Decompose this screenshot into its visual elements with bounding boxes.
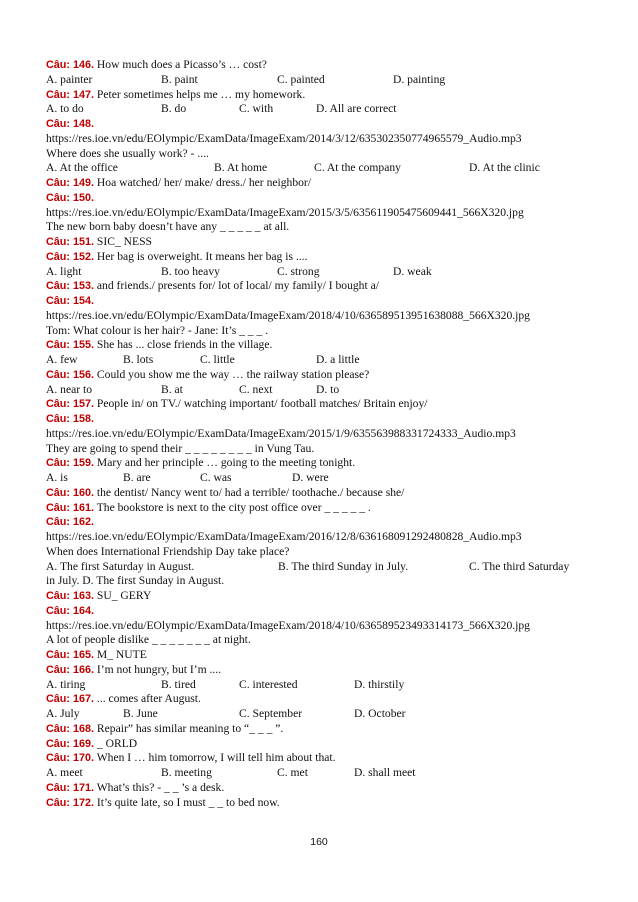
question-line — [46, 397, 606, 412]
question-text: It’s quite late, so I must _ _ to bed now. — [94, 795, 280, 809]
question-line — [46, 515, 606, 530]
answer-option: D. a little — [316, 353, 360, 366]
answer-option: A. to do — [46, 102, 84, 116]
answer-option: B. lots — [123, 353, 154, 366]
options-row — [46, 353, 606, 368]
options-row — [46, 73, 606, 88]
question-number: Câu: 166. — [46, 663, 95, 676]
answer-option: C. The third Saturday — [469, 559, 570, 573]
question-line — [46, 117, 606, 132]
question-number: Câu: 157. — [46, 398, 95, 411]
text-line: When does International Friendship Day take place? — [46, 544, 290, 558]
text-line: in July. D. The first Sunday in August. — [46, 574, 225, 588]
answer-option: C. painted — [277, 72, 325, 86]
answer-option: C. interested — [239, 677, 298, 691]
text-line: https://res.ioe.vn/edu/EOlympic/ExamData/ImageExam/2016/12/8/636168091292480828_Audio.mp3 — [46, 530, 522, 543]
options-row — [46, 678, 606, 693]
question-number: Câu: 155. — [46, 339, 95, 352]
question-number: Câu: 162. — [46, 516, 95, 529]
options-row — [46, 383, 606, 398]
answer-option: D. At the clinic — [469, 161, 540, 175]
answer-option: A. light — [46, 264, 82, 278]
answer-option: A. is — [46, 471, 68, 484]
answer-option: C. met — [277, 766, 308, 779]
question-line — [46, 796, 606, 811]
question-number: Câu: 146. — [46, 59, 95, 71]
question-number: Câu: 165. — [46, 649, 95, 661]
question-line — [46, 412, 606, 427]
question-number: Câu: 149. — [46, 177, 95, 189]
answer-option: D. thirstily — [354, 677, 405, 691]
answer-option: C. strong — [277, 264, 320, 278]
options-row — [46, 707, 606, 722]
question-number: Câu: 148. — [46, 118, 95, 130]
question-text: Repair” has similar meaning to “_ _ _ ”. — [94, 721, 284, 735]
text-line: A lot of people dislike _ _ _ _ _ _ _ at night. — [46, 633, 251, 647]
question-number: Câu: 160. — [46, 486, 95, 499]
page-number: 160 — [310, 836, 328, 848]
question-list — [46, 58, 606, 810]
question-line — [46, 235, 606, 250]
answer-option: D. painting — [393, 72, 446, 86]
question-text: When I … him tomorrow, I will tell him about that. — [94, 751, 336, 765]
question-line — [46, 279, 606, 294]
answer-option: C. with — [239, 102, 274, 116]
answer-option: B. paint — [161, 72, 198, 86]
question-number: Câu: 152. — [46, 250, 95, 263]
answer-option: A. July — [46, 707, 80, 720]
question-text: What’s this? - _ _ ’s a desk. — [94, 780, 225, 794]
answer-option: B. too heavy — [161, 264, 220, 278]
answer-option: A. few — [46, 353, 78, 366]
answer-option: A. At the office — [46, 161, 118, 175]
question-line — [46, 456, 606, 471]
answer-option: D. All are correct — [316, 102, 397, 116]
question-line — [46, 722, 606, 737]
question-line — [46, 368, 606, 383]
text-line: They are going to spend their _ _ _ _ _ _ _ _ in Vung Tau. — [46, 441, 315, 455]
question-number: Câu: 164. — [46, 604, 95, 617]
answer-option: A. tiring — [46, 677, 86, 691]
question-text: Mary and her principle … going to the meeting tonight. — [94, 456, 356, 470]
question-line — [46, 58, 606, 73]
answer-option: C. next — [239, 382, 273, 396]
question-text: How much does a Picasso’s … cost? — [94, 58, 267, 71]
question-number: Câu: 171. — [46, 781, 95, 794]
question-number: Câu: 159. — [46, 457, 95, 470]
question-line — [46, 250, 606, 265]
question-line — [46, 648, 606, 663]
answer-option: A. meet — [46, 766, 83, 779]
options-row — [46, 766, 606, 781]
answer-option: C. was — [200, 471, 232, 484]
answer-option: A. painter — [46, 72, 93, 86]
question-line — [46, 191, 606, 206]
text-line: The new born baby doesn’t have any _ _ _ _ _ at all. — [46, 220, 290, 234]
document-page — [46, 58, 606, 810]
text-line: https://res.ioe.vn/edu/EOlympic/ExamData/ImageExam/2018/4/10/636589523493314173_566X320.jpg — [46, 618, 530, 632]
question-number: Câu: 167. — [46, 693, 95, 706]
options-row — [46, 471, 606, 486]
question-text: the dentist/ Nancy went to/ had a terrible/ toothache./ because she/ — [94, 485, 405, 499]
question-number: Câu: 151. — [46, 236, 95, 248]
question-line — [46, 737, 606, 752]
question-text: I’m not hungry, but I’m .... — [94, 662, 222, 676]
question-number: Câu: 168. — [46, 722, 95, 735]
question-number: Câu: 156. — [46, 368, 95, 381]
question-text: _ ORLD — [94, 736, 138, 750]
answer-option: A. near to — [46, 382, 93, 396]
question-text: Hoa watched/ her/ make/ dress./ her neighbor/ — [94, 176, 312, 189]
text-line: https://res.ioe.vn/edu/EOlympic/ExamData/ImageExam/2015/1/9/635563988331724333_Audio.mp3 — [46, 426, 516, 440]
question-number: Câu: 169. — [46, 737, 95, 750]
question-number: Câu: 158. — [46, 413, 95, 425]
question-text: People in/ on TV./ watching important/ football matches/ Britain enjoy/ — [94, 397, 428, 411]
question-line — [46, 486, 606, 501]
question-line — [46, 604, 606, 619]
question-number: Câu: 172. — [46, 796, 95, 809]
question-line — [46, 751, 606, 766]
options-row — [46, 102, 606, 117]
question-number: Câu: 147. — [46, 88, 95, 101]
answer-option: B. do — [161, 102, 187, 116]
question-number: Câu: 150. — [46, 191, 95, 204]
question-line — [46, 781, 606, 796]
question-number: Câu: 163. — [46, 590, 95, 602]
options-row — [46, 161, 606, 176]
question-line — [46, 338, 606, 353]
question-number: Câu: 161. — [46, 501, 95, 514]
question-line — [46, 176, 606, 191]
answer-option: D. weak — [393, 264, 432, 278]
question-number: Câu: 154. — [46, 295, 95, 307]
answer-option: B. are — [123, 471, 151, 484]
question-text: Peter sometimes helps me … my homework. — [94, 87, 306, 101]
answer-option: D. were — [292, 471, 329, 484]
text-line: Where does she usually work? - .... — [46, 146, 209, 160]
answer-option: B. at — [161, 382, 183, 396]
question-line — [46, 501, 606, 516]
text-line: https://res.ioe.vn/edu/EOlympic/ExamData/ImageExam/2014/3/12/635302350774965579_Audio.mp3 — [46, 131, 522, 145]
question-line — [46, 88, 606, 103]
answer-option: B. meeting — [161, 766, 212, 779]
question-text: The bookstore is next to the city post office over _ _ _ _ _ . — [94, 500, 371, 514]
answer-option: B. tired — [161, 677, 196, 691]
question-text: SIC_ NESS — [94, 235, 153, 248]
answer-option: A. The first Saturday in August. — [46, 559, 195, 573]
answer-option: B. June — [123, 707, 158, 720]
answer-option: C. September — [239, 707, 303, 720]
question-line — [46, 294, 606, 309]
answer-option: D. to — [316, 382, 340, 396]
question-text: Her bag is overweight. It means her bag is .... — [94, 249, 308, 263]
question-text: SU_ GERY — [94, 589, 152, 602]
question-line — [46, 663, 606, 678]
answer-option: D. shall meet — [354, 766, 416, 779]
question-text: and friends./ presents for/ lot of local/ my family/ I bought a/ — [94, 279, 379, 293]
answer-option: C. At the company — [314, 161, 401, 175]
answer-option: D. October — [354, 707, 406, 720]
text-line: https://res.ioe.vn/edu/EOlympic/ExamData/ImageExam/2015/3/5/635611905475609441_566X320.jpg — [46, 205, 524, 219]
question-text: She has ... close friends in the village. — [94, 338, 273, 352]
options-row — [46, 265, 606, 280]
text-line: Tom: What colour is her hair? - Jane: It’s _ _ _ . — [46, 323, 269, 337]
answer-option: B. At home — [214, 161, 268, 175]
question-text: Could you show me the way … the railway station please? — [94, 367, 370, 381]
question-text: ... comes after August. — [94, 692, 201, 706]
text-line: https://res.ioe.vn/edu/EOlympic/ExamData/ImageExam/2018/4/10/636589513951638088_566X320.jpg — [46, 308, 530, 322]
answer-option: B. The third Sunday in July. — [278, 559, 409, 573]
question-number: Câu: 170. — [46, 752, 95, 765]
question-text: M_ NUTE — [94, 648, 147, 661]
question-line — [46, 692, 606, 707]
question-line — [46, 589, 606, 604]
question-number: Câu: 153. — [46, 280, 95, 293]
options-row — [46, 560, 606, 575]
answer-option: C. little — [200, 353, 235, 366]
